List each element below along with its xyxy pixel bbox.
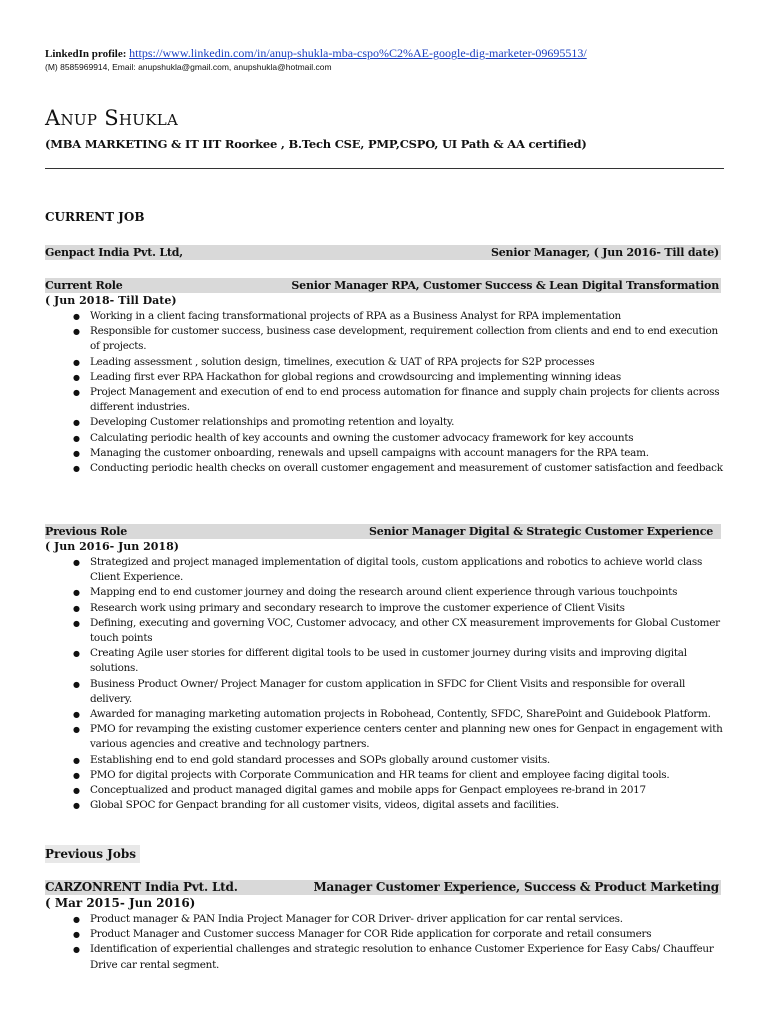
bullet-dot-icon: ● [73, 312, 80, 321]
linkedin-line [45, 46, 587, 61]
bullet-text: Research work using primary and secondary research to improve the customer experience of Client Visits [90, 601, 625, 614]
linkedin-link[interactable]: https://www.linkedin.com/in/anup-shukla-mba-cspo%C2%AE-google-dig-marketer-09695513/ [129, 46, 587, 60]
bullet-text: Business Product Owner/ Project Manager for custom application in SFDC for Client Visits and responsible for overall delivery. [90, 677, 686, 705]
bullet-item [62, 585, 724, 600]
bullet-dot-icon: ● [73, 725, 80, 735]
bullet-item [62, 555, 724, 585]
current-role-period: ( Jun 2018- Till Date) [45, 294, 177, 307]
bullet-item [62, 768, 724, 783]
bullet-dot-icon: ● [73, 558, 80, 567]
bullet-item [62, 677, 724, 707]
bullet-dot-icon: ● [73, 388, 80, 398]
previous-jobs-heading: Previous Jobs [45, 845, 140, 863]
carzonrent-company: CARZONRENT India Pvt. Ltd. [45, 880, 238, 894]
current-role-title: Senior Manager RPA, Customer Success & Lean Digital Transformation [291, 279, 719, 292]
bullet-text: Product Manager and Customer success Manager for COR Ride application for corporate and retail consumers [90, 928, 652, 941]
bullet-text: Product manager & PAN India Project Manager for COR Driver- driver application for car rental services. [90, 913, 623, 925]
bullet-item [62, 385, 724, 415]
bullet-item [62, 783, 724, 798]
bullet-dot-icon: ● [73, 930, 80, 940]
bullet-dot-icon: ● [73, 448, 80, 458]
bullet-text: Awarded for managing marketing automation projects in Robohead, Contently, SFDC, SharePoint and Guidebook Platform. [90, 708, 711, 721]
bullet-dot-icon: ● [73, 786, 80, 796]
bullet-dot-icon: ● [73, 418, 80, 428]
bullet-dot-icon: ● [73, 915, 80, 924]
company-position: Senior Manager, ( Jun 2016- Till date) [491, 246, 719, 259]
bullet-dot-icon: ● [73, 801, 80, 811]
bullet-dot-icon: ● [73, 649, 80, 659]
bullet-text: PMO for digital projects with Corporate Communication and HR teams for client and employee facing digital tools. [90, 768, 670, 781]
bullet-item [62, 415, 724, 430]
candidate-qualifications: (MBA MARKETING & IT IIT Roorkee , B.Tech CSE, PMP,CSPO, UI Path & AA certified) [45, 137, 587, 151]
bullet-text: Leading assessment , solution design, timelines, execution & UAT of RPA projects for S2P processes [90, 355, 595, 368]
bullet-text: Conducting periodic health checks on overall customer engagement and measurement of customer satisfaction and feedback [90, 462, 723, 475]
bullet-text: Working in a client facing transformational projects of RPA as a Business Analyst for RPA implementation [90, 310, 621, 322]
bullet-item [62, 355, 724, 370]
bullet-text: Global SPOC for Genpact branding for all customer visits, videos, digital assets and facilities. [90, 799, 559, 812]
bullet-text: Conceptualized and product managed digital games and mobile apps for Genpact employees re-brand in 2017 [90, 784, 646, 797]
bullet-item [62, 912, 724, 927]
carzonrent-title: Manager Customer Experience, Success & Product Marketing [313, 880, 719, 894]
current-role-bar [45, 278, 721, 293]
bullet-dot-icon: ● [73, 372, 80, 382]
bullet-dot-icon: ● [73, 770, 80, 780]
bullet-dot-icon: ● [73, 679, 80, 689]
current-job-heading: CURRENT JOB [45, 210, 145, 224]
bullet-item [62, 461, 724, 476]
bullet-dot-icon: ● [73, 755, 80, 765]
bullet-item [62, 722, 724, 752]
previous-role-label: Previous Role [45, 525, 128, 538]
bullet-text: Managing the customer onboarding, renewals and upsell campaigns with account managers for the RPA team. [90, 446, 649, 459]
bullet-item [62, 616, 724, 646]
bullet-dot-icon: ● [73, 618, 80, 628]
current-role-bullets [62, 309, 724, 476]
bullet-item [62, 753, 724, 768]
bullet-dot-icon: ● [73, 710, 80, 720]
company-bar-carzonrent [45, 880, 721, 895]
bullet-item [62, 798, 724, 813]
bullet-text: Calculating periodic health of key accounts and owning the customer advocacy framework for key accounts [90, 431, 634, 444]
candidate-name: Anup Shukla [45, 106, 179, 130]
company-bar-genpact [45, 245, 721, 260]
bullet-text: PMO for revamping the existing customer experience centers center and planning new ones for Genpact in engagement with various agencies and creative and technology partners. [90, 723, 723, 751]
bullet-item [62, 927, 724, 942]
current-role-label: Current Role [45, 279, 123, 292]
bullet-item [62, 942, 724, 972]
bullet-dot-icon: ● [73, 433, 80, 443]
carzonrent-period: ( Mar 2015- Jun 2016) [45, 896, 196, 910]
bullet-item [62, 370, 724, 385]
bullet-text: Strategized and project managed implementation of digital tools, custom applications and robotics to achieve world class Client Experience. [90, 556, 703, 584]
bullet-item [62, 707, 724, 722]
bullet-dot-icon: ● [73, 357, 80, 367]
bullet-item [62, 431, 724, 446]
company-name: Genpact India Pvt. Ltd, [45, 246, 183, 259]
bullet-text: Project Management and execution of end to end process automation for finance and supply chain projects for clients across different industries. [90, 386, 720, 414]
bullet-text: Leading first ever RPA Hackathon for global regions and crowdsourcing and implementing winning ideas [90, 370, 622, 383]
bullet-text: Responsible for customer success, business case development, requirement collection from clients and end to end execution of projects. [90, 325, 719, 353]
bullet-text: Establishing end to end gold standard processes and SOPs globally around customer visits. [90, 753, 550, 766]
previous-role-bar [45, 524, 721, 539]
bullet-text: Mapping end to end customer journey and doing the research around client experience through various touchpoints [90, 586, 678, 599]
previous-role-title: Senior Manager Digital & Strategic Customer Experience [369, 525, 713, 538]
previous-role-period: ( Jun 2016- Jun 2018) [45, 540, 179, 553]
bullet-item [62, 324, 724, 354]
bullet-item [62, 646, 724, 676]
bullet-item [62, 309, 724, 324]
carzonrent-bullets [62, 912, 724, 973]
bullet-item [62, 601, 724, 616]
bullet-dot-icon: ● [73, 945, 80, 955]
header-divider [45, 168, 724, 169]
bullet-text: Creating Agile user stories for different digital tools to be used in customer journey during visits and improving digital solutions. [90, 647, 687, 675]
phone-email-line: (M) 8585969914, Email: anupshukla@gmail.com, anupshukla@hotmail.com [45, 62, 332, 72]
previous-role-bullets [62, 555, 724, 813]
bullet-dot-icon: ● [73, 603, 80, 613]
bullet-dot-icon: ● [73, 327, 80, 337]
bullet-text: Defining, executing and governing VOC, Customer advocacy, and other CX measurement improvements for Global Customer touch points [90, 616, 720, 645]
bullet-dot-icon: ● [73, 588, 80, 598]
bullet-text: Developing Customer relationships and promoting retention and loyalty. [90, 416, 455, 429]
bullet-text: Identification of experiential challenges and strategic resolution to enhance Customer Experience for Easy Cabs/ Chauffeur Drive car rental segment. [90, 943, 714, 971]
bullet-dot-icon: ● [73, 464, 80, 474]
bullet-item [62, 446, 724, 461]
linkedin-label: LinkedIn profile: [45, 48, 127, 60]
